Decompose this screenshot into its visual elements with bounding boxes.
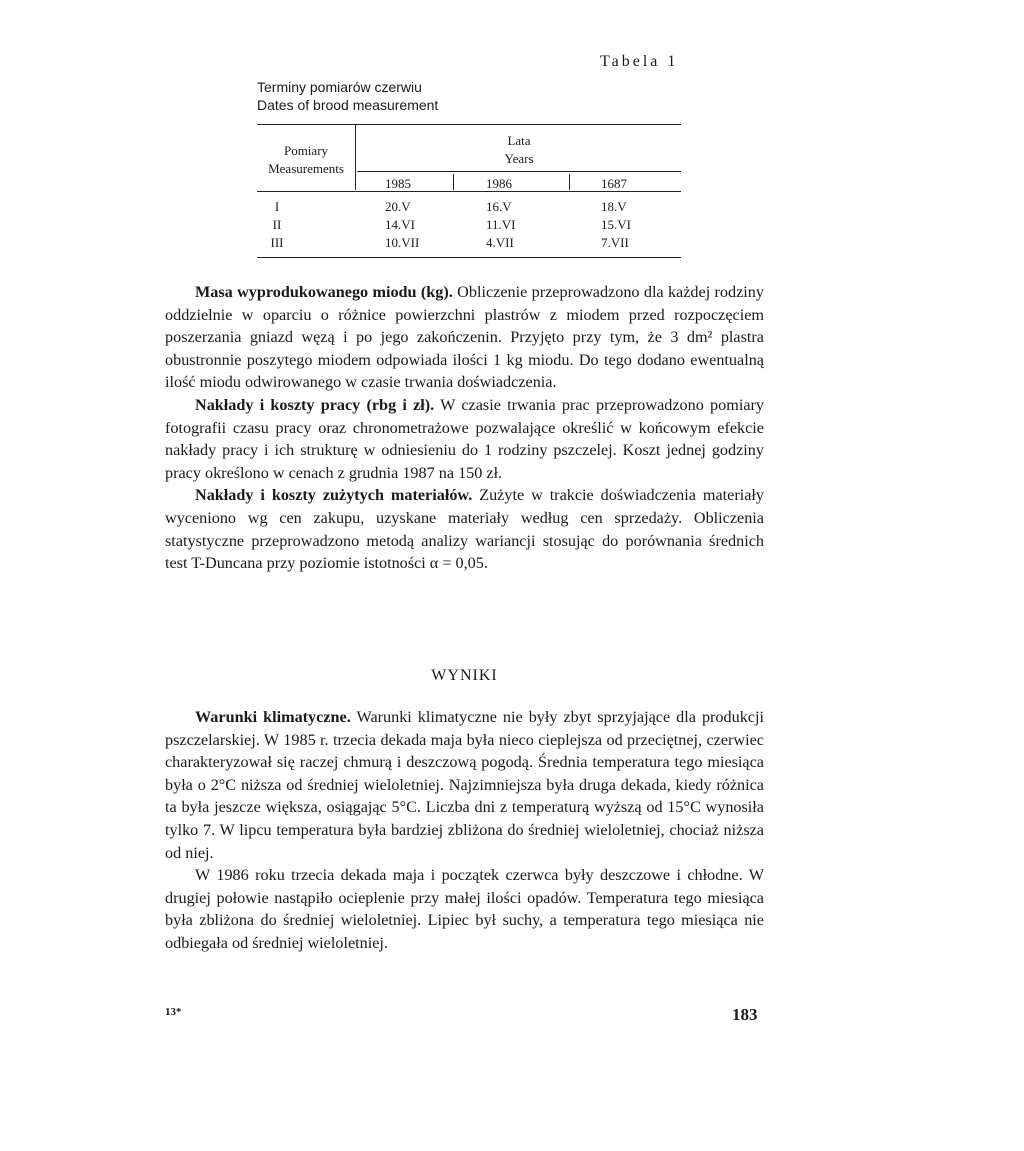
table-header-divider <box>355 124 356 190</box>
years-header-pl: Lata <box>507 133 531 148</box>
year-col-divider-2 <box>569 174 570 190</box>
years-header-en: Years <box>504 151 534 166</box>
paragraph-text: W czasie trwania prac przeprowadzono pomiary fotografii czasu pracy oraz chronometrażowe pozwalające określić w końcowym efekcie nakłady pracy i ich strukturę w odniesieniu do 1 rodziny pszczelej. Koszt jednej godziny pracy określono w cenach z grudnia 1987 na 150 zł. <box>165 395 765 482</box>
paragraph-text: Zużyte w trakcie doświadczenia materiały wyceniono wg cen zakupu, uzyskane materiały według cen sprzedaży. Obliczenia statystyczne przeprowadzono metodą analizy wariancji stosując do porównania średnich test T-Duncana przy poziomie istotności α = 0,05. <box>165 486 764 573</box>
year-header-1986: 1986 <box>486 176 512 191</box>
table-cell: 4.VII <box>486 235 514 250</box>
caption-polish: Terminy pomiarów czerwiu <box>257 79 422 95</box>
years-subheader-rule <box>357 171 681 172</box>
table-cell: 7.VII <box>601 235 629 250</box>
table-cell: 11.VI <box>486 217 516 232</box>
table-caption <box>257 78 438 114</box>
methods-section <box>165 281 764 575</box>
paragraph-lead-heading: Masa wyprodukowanego miodu (kg). <box>195 283 453 301</box>
year-header-1687: 1687 <box>601 176 627 191</box>
paragraph-lead-heading: Nakłady i koszty pracy (rbg i zł). <box>195 395 435 414</box>
measurements-header-pl: Pomiary <box>283 143 329 158</box>
table-row-measure: II <box>272 217 282 232</box>
section-heading-results: WYNIKI <box>431 667 498 684</box>
table-cell: 15.VI <box>601 217 631 232</box>
paragraph-text: W 1986 roku trzecia dekada maja i początek czerwca były deszczowe i chłodne. W drugiej połowie nastąpiło ocieplenie przy małej ilości opadów. Temperatura tego miesiąca była zbliżona do średniej wieloletniej. Lipiec był suchy, a temperatura tego miesiąca nie odbiegała od średniej wieloletniej. <box>165 866 764 952</box>
paragraph-lead-heading: Nakłady i koszty zużytych materiałów. <box>195 486 473 505</box>
table-bottom-rule <box>257 257 681 258</box>
table-cell: 10.VII <box>385 235 420 250</box>
year-col-divider-1 <box>453 174 454 190</box>
measurements-header <box>257 142 355 178</box>
table-top-rule <box>257 124 681 125</box>
paragraph-labor-costs <box>165 394 764 484</box>
table-cell: 16.V <box>486 199 512 214</box>
paragraph-text: Obliczenie przeprowadzono dla każdej rodziny oddzielnie w oparciu o różnice powierzchni plastrów z miodem przed rozpoczęciem poszerzania gniazd węzą i po jego zakończenin. Przyjęto przy tym, że 3 dm² plastra obustronnie poszytego miodem odpowiada ilości 1 kg miodu. Do tego dodano ewentualną ilość miodu odwirowanego w czasie trwania doświadczenia. <box>165 283 764 392</box>
results-section <box>165 706 764 955</box>
paragraph-material-costs <box>165 484 764 574</box>
signature-mark: 13* <box>165 1006 182 1018</box>
caption-english: Dates of brood measurement <box>257 97 439 113</box>
table-row-measure: III <box>270 235 284 250</box>
paragraph-honey-mass <box>165 281 764 394</box>
measurements-header-en: Measurements <box>268 161 344 176</box>
table-cell: 20.V <box>385 199 411 214</box>
year-header-1985: 1985 <box>385 176 411 191</box>
years-header <box>357 132 681 168</box>
table-row-measure: I <box>274 199 280 214</box>
table-cell: 14.VI <box>385 217 415 232</box>
paragraph-climate <box>165 706 764 864</box>
paragraph-text: Warunki klimatyczne nie były zbyt sprzyjające dla produkcji pszczelarskiej. W 1985 r. trzecia dekada maja była nieco cieplejsza od przeciętnej, czerwiec charakteryzował się raczej chmurą i deszczową pogodą. Średnia temperatura tego miesiąca była o 2°C niższa od średniej wieloletniej. Najzimniejsza była druga dekada, kiedy różnica ta była jeszcze większa, osiągając 5°C. Liczba dni z temperaturą wyższą od 15°C wynosiła tylko 7. W lipcu temperatura była bardziej zbliżona do średniej wieloletniej, chociaż niższa od niej. <box>165 708 764 862</box>
paragraph-1986-weather <box>165 864 764 954</box>
table-cell: 18.V <box>601 199 627 214</box>
paragraph-lead-heading: Warunki klimatyczne. <box>195 708 351 726</box>
table-label: Tabela 1 <box>600 53 679 70</box>
page-number: 183 <box>732 1005 758 1024</box>
